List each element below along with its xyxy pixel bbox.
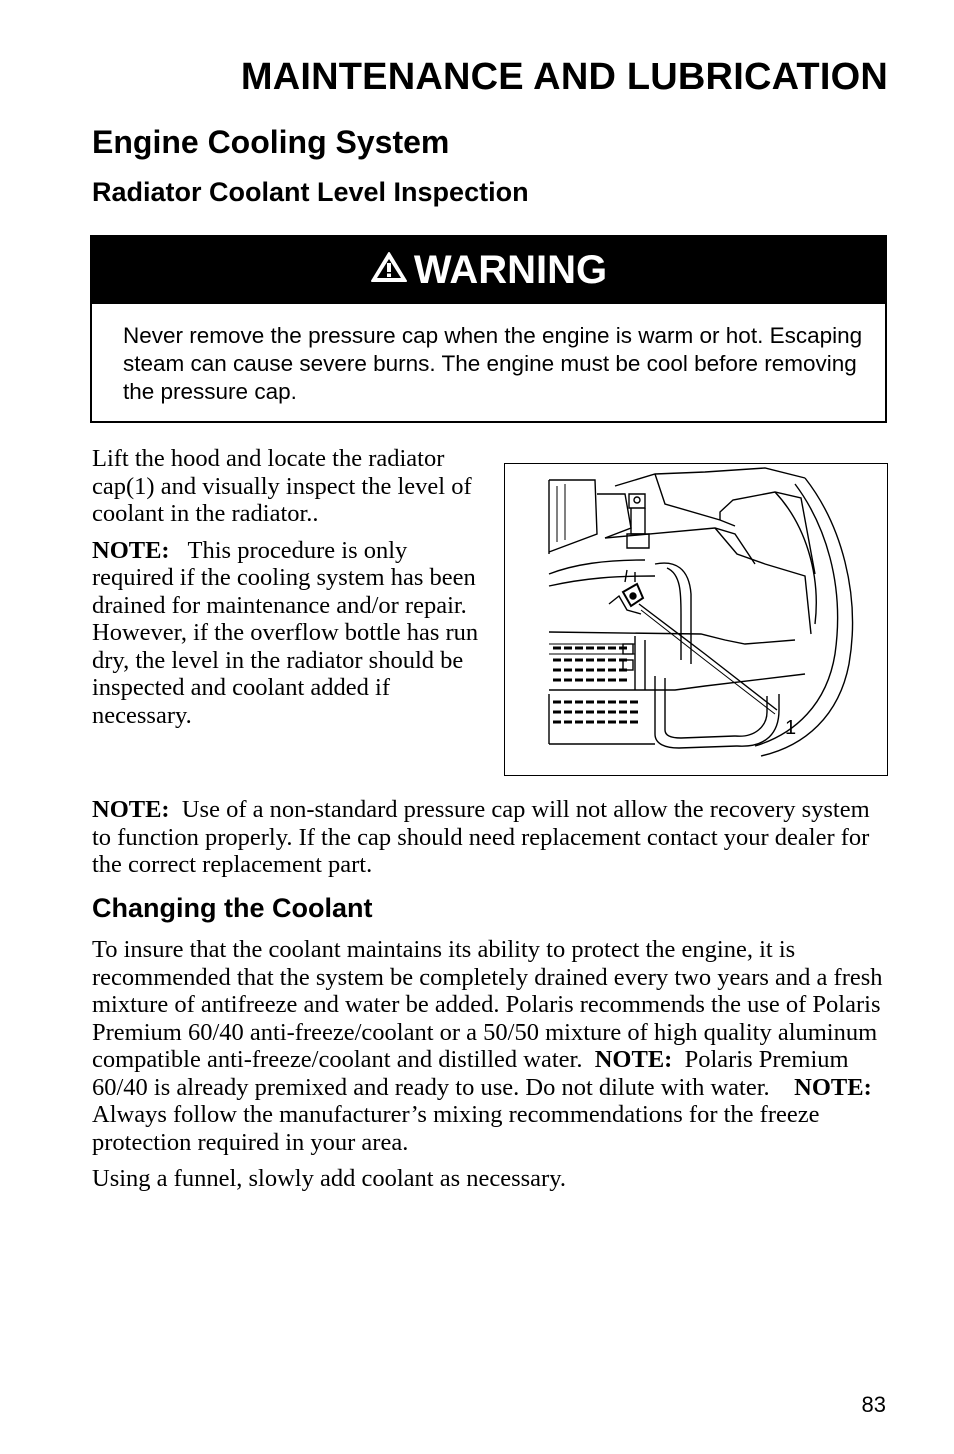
- intro-paragraph: Lift the hood and locate the radiator cap(1) and visually inspect the level of coolant in the radiator..: [92, 445, 472, 527]
- funnel-paragraph: Using a funnel, slowly add coolant as necessary.: [92, 1165, 566, 1192]
- body-text: Always follow the manufacturer’s mixing recommendations for the freeze protection required in your area.: [92, 1101, 820, 1156]
- warning-text: Never remove the pressure cap when the engine is warm or hot. Escaping steam can cause severe burns. The engine must be cool before removing the pressure cap.: [123, 323, 863, 404]
- warning-header: [92, 237, 885, 304]
- changing-coolant-title: Changing the Coolant: [92, 893, 373, 923]
- changing-coolant-paragraph: [92, 936, 892, 1156]
- chapter-title: MAINTENANCE AND LUBRICATION: [240, 56, 888, 98]
- callout-label: 1: [785, 717, 797, 739]
- note-text: This procedure is only required if the cooling system has been drained for maintenance and/or repair. However, if the overflow bottle has run dry, the level in the radiator should be inspected and coolant added if necessary.: [92, 536, 479, 729]
- subsection-title: Radiator Coolant Level Inspection: [92, 177, 529, 207]
- note-label: NOTE:: [92, 536, 170, 564]
- page-number: 83: [861, 1392, 886, 1417]
- note-paragraph: [92, 537, 482, 730]
- pressure-cap-note-paragraph: [92, 796, 892, 879]
- section-title: Engine Cooling System: [92, 124, 450, 160]
- note-label: NOTE:: [594, 1046, 673, 1073]
- body-text: Polaris Premium 60/40 is already premixed and ready to use. Do not dilute with water.: [92, 1046, 849, 1101]
- note-text: Use of a non-standard pressure cap will not allow the recovery system to function properly. If the cap should need replacement contact your dealer for the correct replacement part.: [92, 796, 870, 878]
- note-label: NOTE:: [92, 796, 170, 823]
- radiator-figure: [504, 463, 888, 776]
- body-text: To insure that the coolant maintains its ability to protect the engine, it is recommended that the system be completely drained every two years and a fresh mixture of antifreeze and water be added. Polaris recommends the use of Polaris Premium 60/40 anti-freeze/coolant or a 50/50 mixture of high quality aluminum compatible anti-freeze/coolant and distilled water.: [92, 936, 883, 1073]
- changing-coolant-body: [92, 936, 892, 1202]
- warning-label: WARNING: [413, 248, 608, 292]
- warning-box: [90, 235, 887, 423]
- note-label: NOTE:: [794, 1073, 872, 1101]
- pressure-cap-note: [92, 796, 892, 879]
- warning-triangle-icon: [370, 248, 414, 293]
- intro-column: [92, 445, 482, 738]
